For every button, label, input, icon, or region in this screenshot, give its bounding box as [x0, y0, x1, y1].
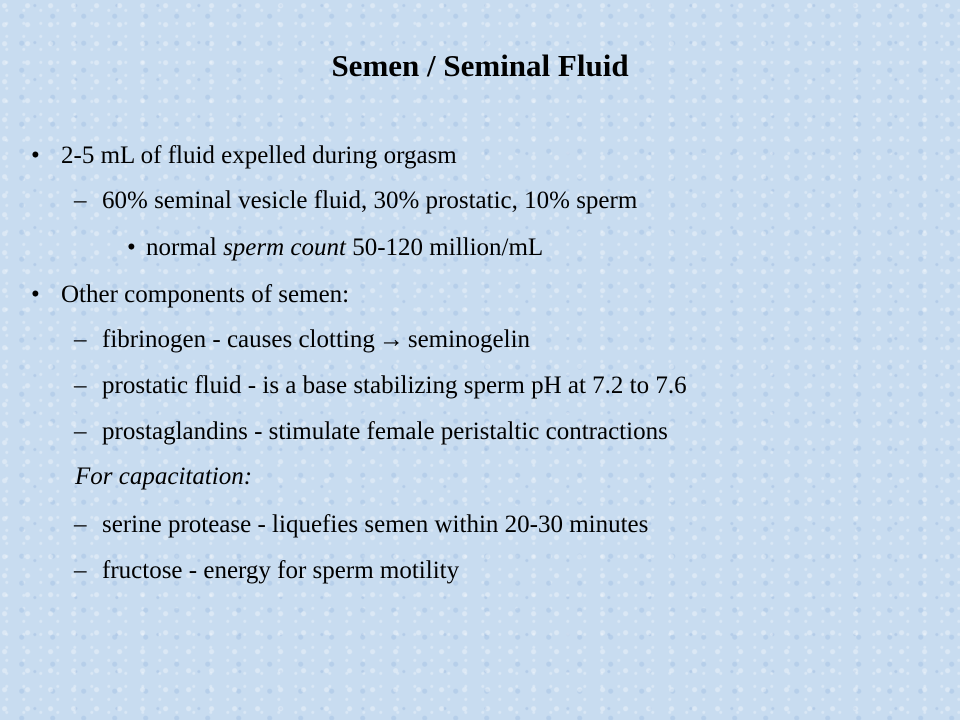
bullet-marker: • — [127, 234, 136, 261]
arrow-right-icon: → — [378, 326, 404, 353]
sub-item-fructose — [74, 556, 460, 586]
dash-marker: – — [74, 511, 87, 538]
sub-sub-item-text-post: 50-120 million/mL — [345, 234, 544, 261]
sub-item-serine-protease — [74, 510, 649, 540]
bullet-text: 2-5 mL of fluid expelled during orgasm — [61, 142, 457, 169]
sub-item-text-post: seminogelin — [407, 326, 531, 353]
bullet-item-fluid-volume — [31, 141, 457, 171]
sub-item-prostatic-fluid — [74, 371, 687, 401]
dash-marker: – — [74, 326, 87, 353]
sub-sub-item-sperm-count — [127, 233, 544, 263]
bullet-text: Other components of semen: — [61, 281, 350, 308]
dash-marker: – — [74, 418, 87, 445]
sub-item-prostaglandins — [74, 417, 668, 447]
sub-item-text-pre: fibrinogen - causes clotting — [102, 326, 375, 353]
bullet-marker: • — [31, 142, 40, 169]
dash-marker: – — [74, 372, 87, 399]
slide-title: Semen / Seminal Fluid — [331, 48, 629, 83]
sub-sub-item-text-pre: normal — [146, 234, 224, 261]
sub-item-text: 60% seminal vesicle fluid, 30% prostatic, 10% sperm — [102, 187, 638, 214]
bullet-marker: • — [31, 281, 40, 308]
sub-item-text: serine protease - liquefies semen within 20-30 minutes — [102, 511, 649, 538]
capacitation-note: For capacitation: — [75, 463, 253, 490]
bullet-item-other-components — [31, 280, 350, 310]
dash-marker: – — [74, 557, 87, 584]
sub-item-text: prostatic fluid - is a base stabilizing sperm pH at 7.2 to 7.6 — [102, 372, 687, 399]
sub-item-fibrinogen — [74, 325, 531, 355]
dash-marker: – — [74, 187, 87, 214]
sub-item-composition — [74, 186, 638, 216]
sub-item-text: fructose - energy for sperm motility — [102, 557, 460, 584]
sub-sub-item-text-italic: sperm count — [223, 234, 346, 261]
sub-item-text: prostaglandins - stimulate female peristaltic contractions — [102, 418, 668, 445]
